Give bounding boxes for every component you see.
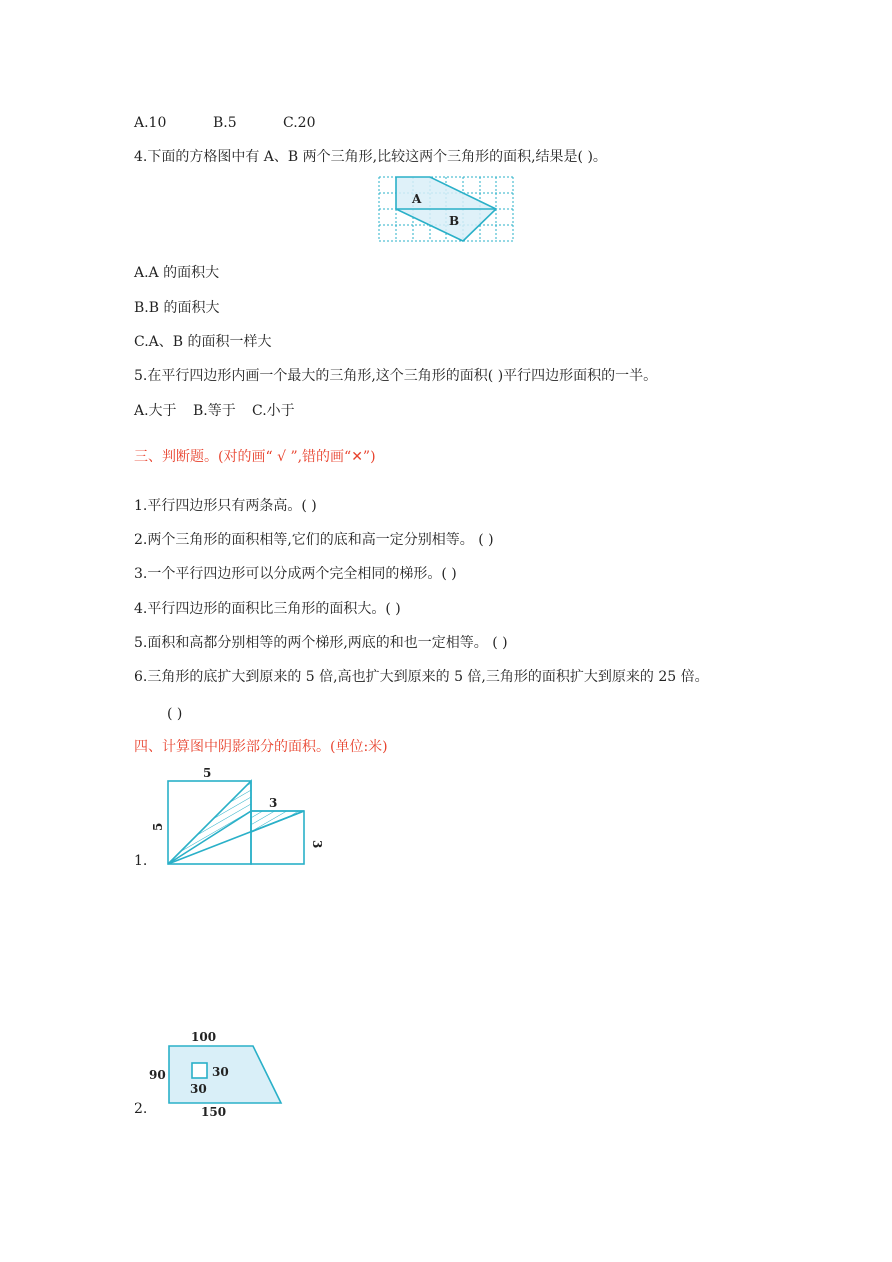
q4-grid-figure: [377, 175, 517, 245]
fig1-label-right: 3: [310, 840, 324, 849]
q5-options: [134, 402, 295, 420]
section4-title: 四、计算图中阴影部分的面积。(单位:米): [134, 739, 388, 755]
fig2-square-height: 30: [212, 1065, 229, 1079]
judge-item-4: 4.平行四边形的面积比三角形的面积大。( ): [134, 601, 401, 617]
judge-item-6-paren: ( ): [167, 706, 183, 722]
fig1-label-left: 5: [151, 822, 165, 831]
fig2-square-side: 30: [190, 1082, 207, 1096]
q5-option-c: C.小于: [252, 403, 295, 419]
q3-options: [134, 114, 315, 132]
q4-option-a: A.A 的面积大: [134, 265, 220, 281]
figure-1: [150, 765, 324, 875]
judge-item-1: 1.平行四边形只有两条高。( ): [134, 498, 317, 514]
fig1-label-step: 3: [269, 796, 278, 810]
judge-item-3: 3.一个平行四边形可以分成两个完全相同的梯形。( ): [134, 566, 457, 582]
fig2-inner-square: [192, 1063, 207, 1078]
q5-option-b: B.等于: [193, 403, 236, 419]
q4-label-a: A: [412, 192, 422, 206]
judge-item-2: 2.两个三角形的面积相等,它们的底和高一定分别相等。 ( ): [134, 532, 494, 548]
judge-item-5: 5.面积和高都分别相等的两个梯形,两底的和也一定相等。 ( ): [134, 635, 508, 651]
q5-stem: 5.在平行四边形内画一个最大的三角形,这个三角形的面积( )平行四边形面积的一半。: [134, 368, 658, 384]
q3-option-c: C.20: [283, 115, 316, 131]
fig1-shaded-triangle: [168, 781, 251, 864]
fig2-label-left: 90: [149, 1068, 166, 1082]
q3-option-a: A.10: [134, 115, 167, 131]
q4-option-c: C.A、B 的面积一样大: [134, 334, 272, 350]
q4-stem: 4.下面的方格图中有 A、B 两个三角形,比较这两个三角形的面积,结果是( )。: [134, 149, 607, 165]
judge-item-6: 6.三角形的底扩大到原来的 5 倍,高也扩大到原来的 5 倍,三角形的面积扩大到原来的 25 倍。: [134, 669, 709, 685]
q4-option-b: B.B 的面积大: [134, 300, 220, 316]
fig1-label-top: 5: [203, 766, 212, 780]
section3-title: 三、判断题。(对的画“ √ ”,错的画“✕”): [134, 449, 376, 465]
fig2-label-top: 100: [191, 1030, 217, 1044]
figure-2: [145, 1030, 305, 1120]
q5-option-a: A.大于: [134, 403, 177, 419]
q4-label-b: B: [449, 214, 460, 228]
fig2-label-bottom: 150: [201, 1105, 227, 1119]
q3-option-b: B.5: [213, 115, 237, 131]
fig2-number: 2.: [134, 1101, 148, 1117]
fig1-number: 1.: [134, 853, 148, 869]
